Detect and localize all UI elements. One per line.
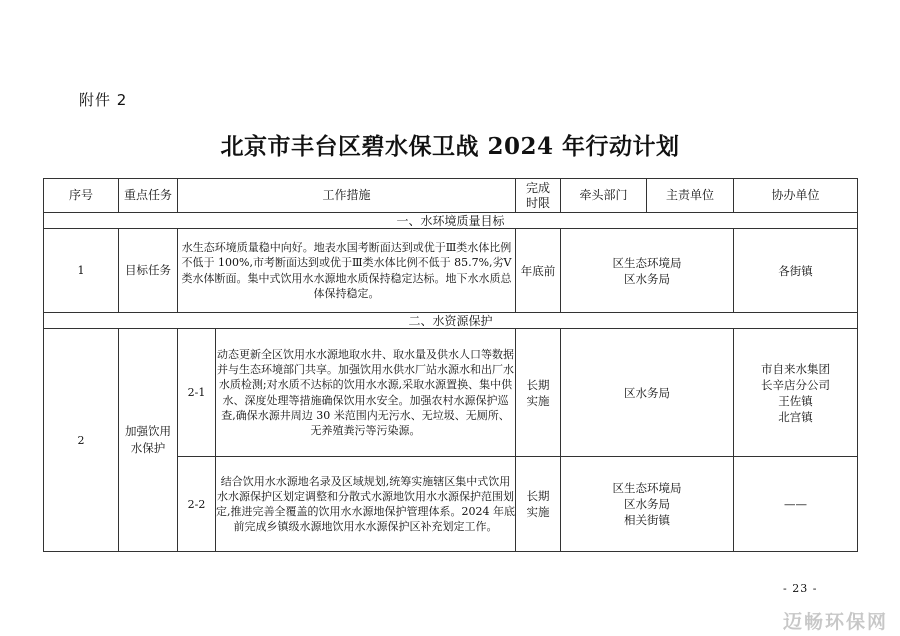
attachment-label: 附件 2 [79, 91, 128, 109]
row-number: 2 [44, 329, 119, 552]
action-plan-table [43, 178, 858, 552]
sub-row-number: 2-2 [178, 457, 216, 552]
header-no: 序号 [44, 179, 119, 213]
section-row [44, 313, 858, 329]
header-measures: 工作措施 [178, 179, 516, 213]
row-lead-responsible: 区生态环境局 区水务局 相关街镇 [561, 457, 734, 552]
header-deadline: 完成 时限 [516, 179, 561, 213]
table-row [44, 229, 858, 313]
section-row [44, 213, 858, 229]
row-task: 目标任务 [119, 229, 178, 313]
row-deadline: 长期 实施 [516, 329, 561, 457]
sub-row-number: 2-1 [178, 329, 216, 457]
header-assist: 协办单位 [734, 179, 858, 213]
header-lead: 牵头部门 [561, 179, 647, 213]
row-assist: —— [734, 457, 858, 552]
row-lead-responsible: 区水务局 [561, 329, 734, 457]
document-title: 北京市丰台区碧水保卫战 2024 年行动计划 [220, 133, 680, 160]
row-deadline: 年底前 [516, 229, 561, 313]
row-measure: 动态更新全区饮用水水源地取水井、取水量及供水人口等数据并与生态环境部门共享。加强饮用水供水厂站水源水和出厂水水质检测;对水质不达标的饮用水水源,采取水源置换、集中供水、深度处理等措施确保饮用水安全。加强农村水源保护巡查,确保水源井周边 30 米范围内无污水、无垃圾、无厕所、无养殖粪污等污染源。 [216, 329, 516, 457]
row-number: 1 [44, 229, 119, 313]
watermark: 迈畅环保网 [783, 611, 889, 633]
row-assist: 市自来水集团 长辛店分公司 王佐镇 北宫镇 [734, 329, 858, 457]
row-deadline: 长期 实施 [516, 457, 561, 552]
row-measure: 结合饮用水水源地名录及区域规划,统筹实施辖区集中式饮用水水源保护区划定调整和分散式水源地饮用水水源保护范围划定,推进完善全覆盖的饮用水水源地保护管理体系。2024 年底前完成乡镇级水源地饮用水水源保护区补充划定工作。 [216, 457, 516, 552]
row-lead-responsible: 区生态环境局 区水务局 [561, 229, 734, 313]
section-title: 一、水环境质量目标 [44, 213, 858, 229]
table-header-row [44, 179, 858, 213]
row-assist: 各街镇 [734, 229, 858, 313]
row-task: 加强饮用 水保护 [119, 329, 178, 552]
row-measure: 水生态环境质量稳中向好。地表水国考断面达到或优于Ⅲ类水体比例不低于 100%,市考断面达到或优于Ⅲ类水体比例不低于 85.7%,劣Ⅴ类水体断面。集中式饮用水水源地水质保持稳定达标。地下水水质总体保持稳定。 [178, 229, 516, 313]
header-responsible: 主责单位 [647, 179, 734, 213]
page-number: - 23 - [783, 582, 818, 595]
table-row [44, 329, 858, 457]
header-task: 重点任务 [119, 179, 178, 213]
section-title: 二、水资源保护 [44, 313, 858, 329]
